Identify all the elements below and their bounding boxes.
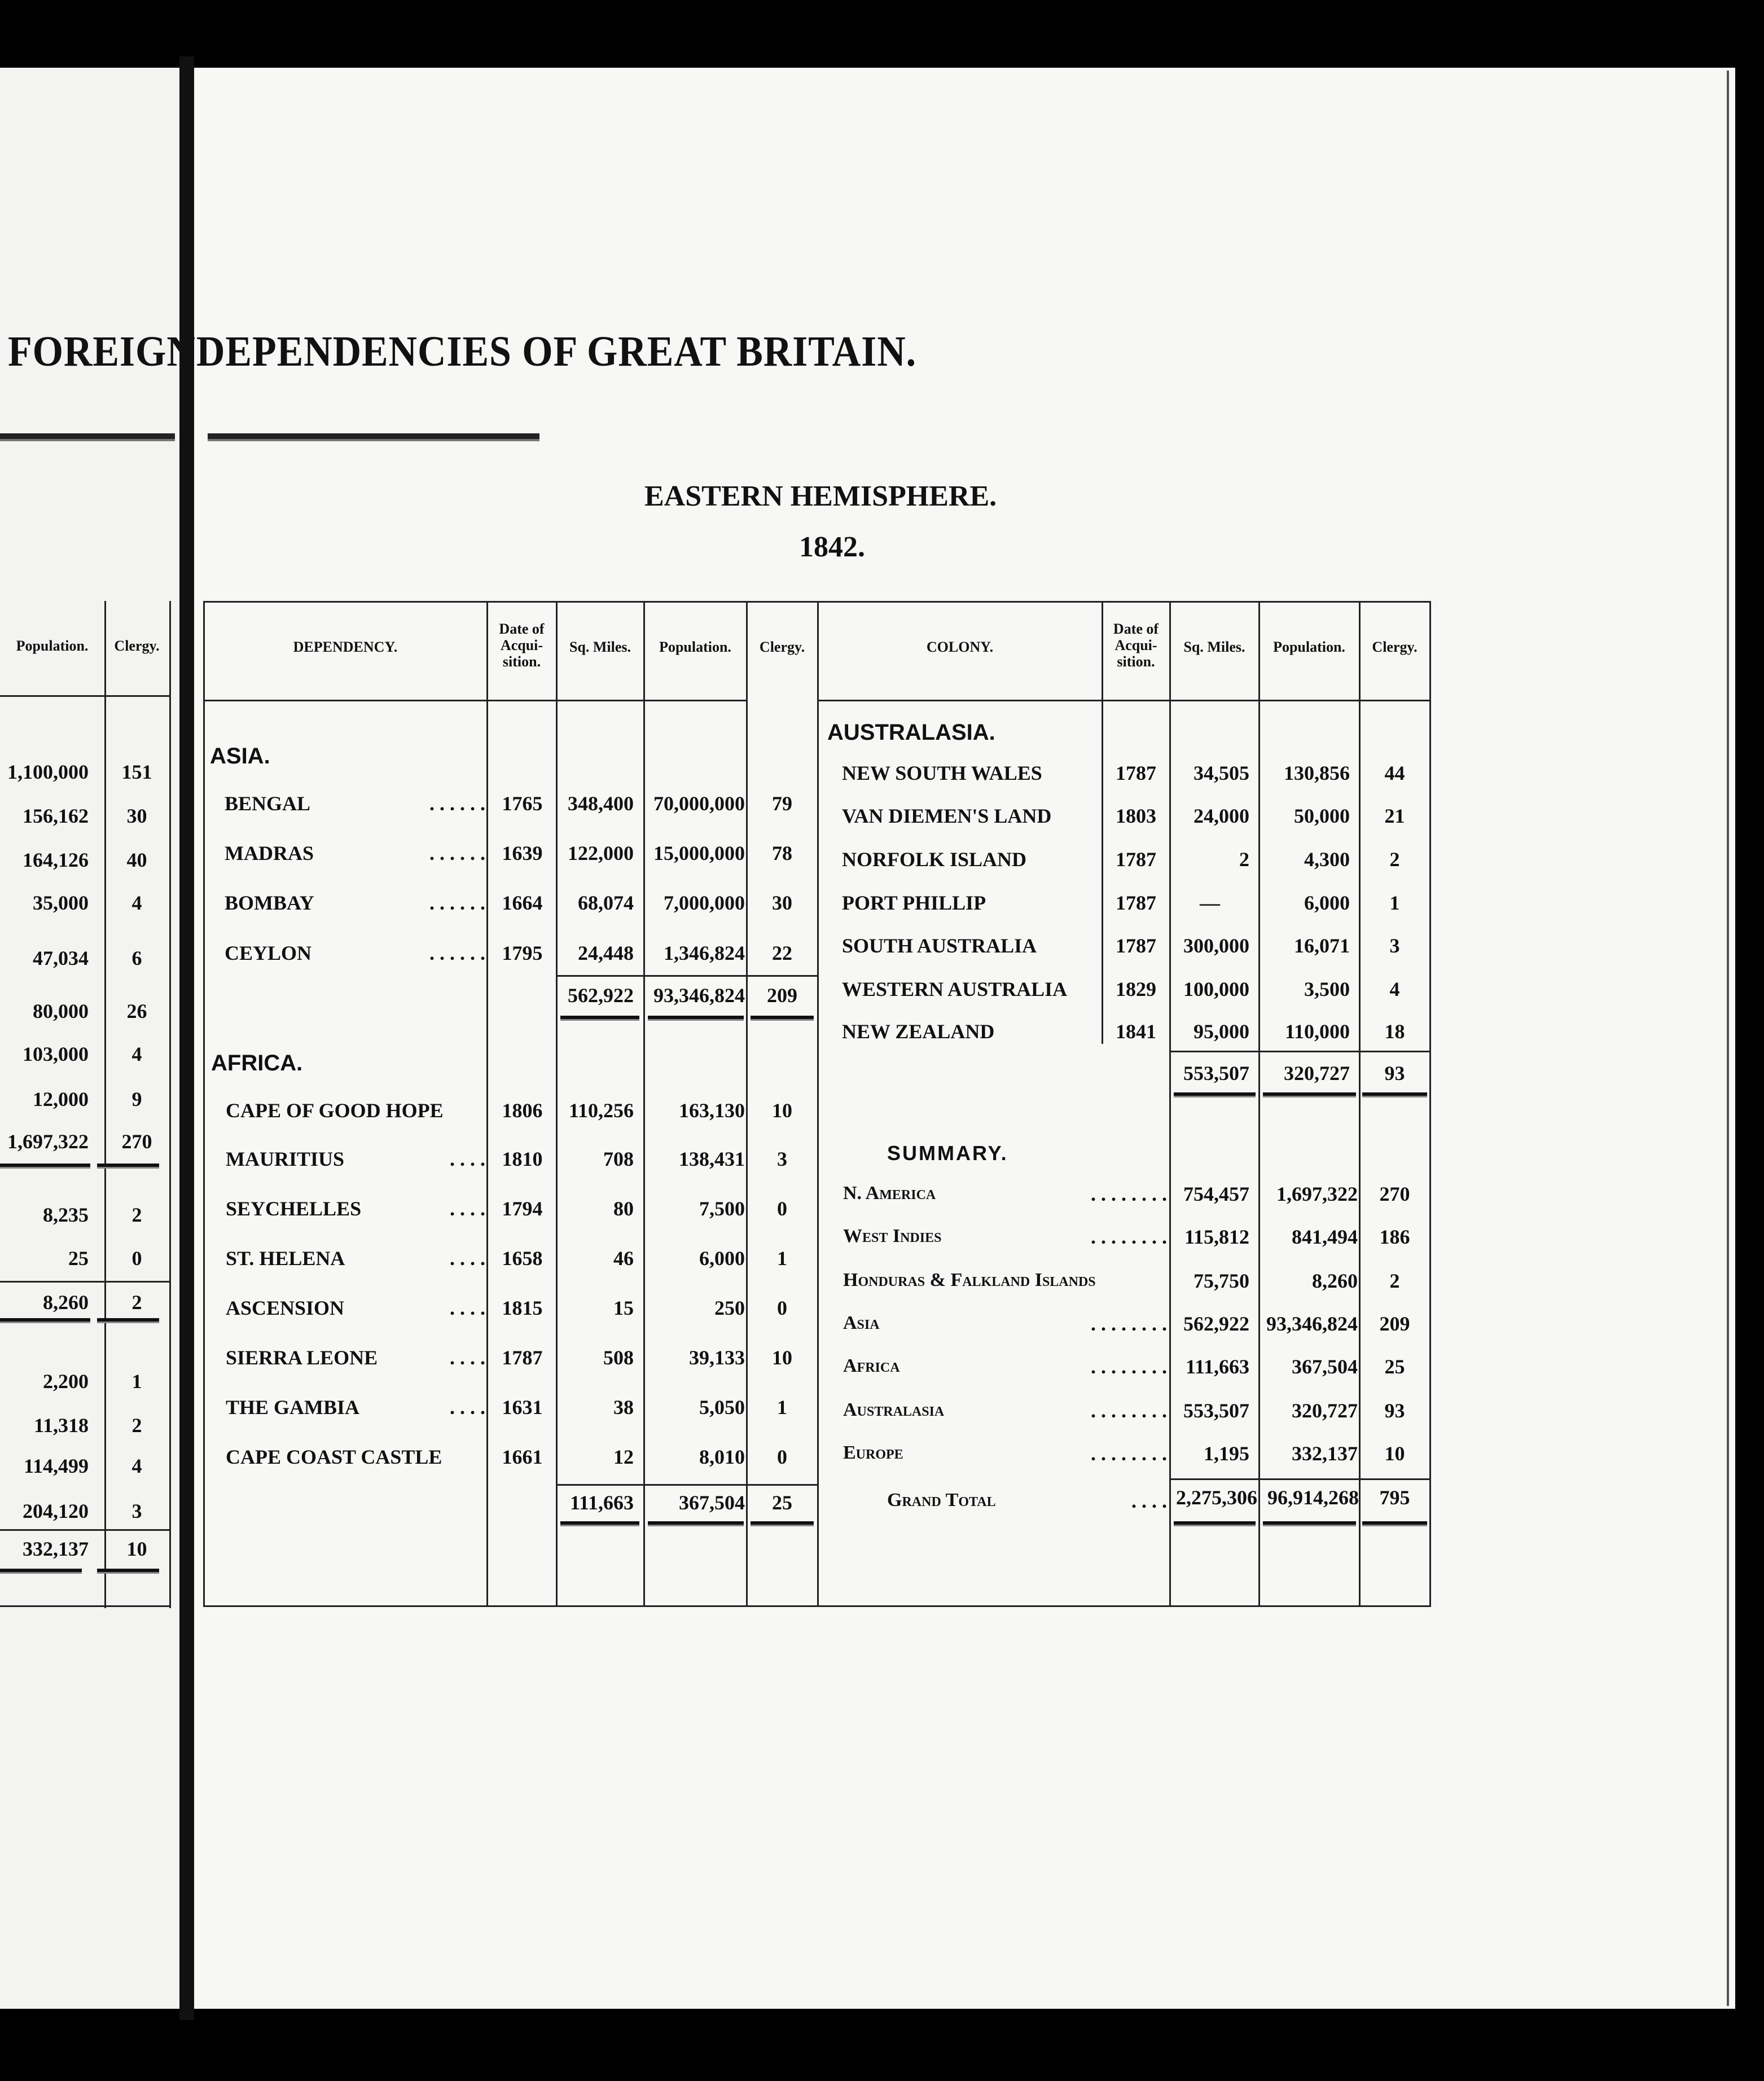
dependency-date: 1815 bbox=[502, 1297, 543, 1319]
australasia-section-label: AUSTRALASIA. bbox=[827, 720, 995, 745]
australasia-total-rule bbox=[1362, 1092, 1427, 1097]
left-population-cell: 1,697,322 bbox=[7, 1130, 89, 1153]
left-clergy-cell: 2 bbox=[131, 1414, 142, 1437]
colony-sqmiles: — bbox=[1200, 892, 1220, 914]
left-clergy-cell: 26 bbox=[126, 1000, 147, 1022]
colony-sqmiles: 95,000 bbox=[1193, 1020, 1249, 1043]
left-population-cell: 8,235 bbox=[43, 1204, 89, 1226]
colony-date: 1787 bbox=[1116, 934, 1156, 957]
left-clergy-cell: 4 bbox=[131, 1043, 142, 1065]
colony-population: 16,071 bbox=[1294, 934, 1350, 957]
colony-date: 1787 bbox=[1116, 892, 1156, 914]
header-col-date-3: sition. bbox=[1117, 653, 1155, 670]
australasia-total-rule bbox=[1263, 1092, 1356, 1097]
asia-total-clergy: 209 bbox=[767, 984, 797, 1007]
colony-name: VAN DIEMEN'S LAND bbox=[842, 805, 1052, 827]
left-population-cell: 156,162 bbox=[23, 805, 89, 827]
leader-dots: . . . . . . bbox=[429, 842, 485, 864]
colony-population: 110,000 bbox=[1284, 1020, 1350, 1043]
colony-clergy: 2 bbox=[1389, 848, 1400, 871]
header-dependency: DEPENDENCY. bbox=[293, 639, 398, 655]
dependency-date: 1810 bbox=[502, 1148, 543, 1170]
dependency-name: CAPE OF GOOD HOPE bbox=[226, 1099, 444, 1122]
summary-sqmiles: 754,457 bbox=[1183, 1183, 1249, 1205]
leader-dots: . . . . . . . . bbox=[1091, 1312, 1167, 1335]
australasia-total-population: 320,727 bbox=[1284, 1062, 1350, 1085]
left-clergy-cell: 151 bbox=[121, 761, 152, 783]
dependency-population: 5,050 bbox=[699, 1396, 745, 1419]
left-population-cell: 12,000 bbox=[33, 1088, 89, 1110]
dependency-name: MADRAS bbox=[225, 842, 314, 864]
grand-total-rule bbox=[1174, 1521, 1256, 1526]
page-title-right: DEPENDENCIES OF GREAT BRITAIN. bbox=[196, 328, 917, 375]
leader-dots: . . . . bbox=[450, 1247, 485, 1270]
colony-name: NEW SOUTH WALES bbox=[842, 762, 1042, 784]
dependency-clergy: 1 bbox=[777, 1247, 787, 1270]
dependency-clergy: 79 bbox=[772, 792, 792, 815]
dependency-population: 8,010 bbox=[699, 1446, 745, 1468]
dependency-name: SIERRA LEONE bbox=[226, 1346, 378, 1369]
dependency-date: 1661 bbox=[502, 1446, 543, 1468]
left-population-cell: 204,120 bbox=[23, 1500, 89, 1522]
summary-name: N. America bbox=[843, 1183, 936, 1204]
dependency-clergy: 0 bbox=[777, 1297, 787, 1319]
dependency-sqmiles: 348,400 bbox=[568, 792, 634, 815]
left-total-rule bbox=[97, 1569, 159, 1574]
left-clergy-cell: 10 bbox=[126, 1538, 147, 1560]
summary-sqmiles: 115,812 bbox=[1184, 1226, 1249, 1248]
dependency-clergy: 10 bbox=[772, 1099, 792, 1122]
grand-total-rule bbox=[1263, 1521, 1356, 1526]
summary-clergy: 209 bbox=[1379, 1312, 1410, 1335]
section-title: EASTERN HEMISPHERE. bbox=[644, 480, 997, 512]
left-population-cell: 2,200 bbox=[43, 1370, 89, 1393]
colony-population: 6,000 bbox=[1304, 892, 1350, 914]
summary-sqmiles: 1,195 bbox=[1204, 1442, 1249, 1465]
header-dep-date-2: Acqui- bbox=[500, 637, 543, 653]
colony-date: 1787 bbox=[1116, 848, 1156, 871]
dependency-name: CEYLON bbox=[225, 942, 312, 964]
colony-date: 1787 bbox=[1116, 762, 1156, 784]
dependency-sqmiles: 68,074 bbox=[578, 892, 634, 914]
left-total-rule bbox=[97, 1164, 159, 1169]
leader-dots: . . . . bbox=[450, 1396, 485, 1419]
africa-section-label: AFRICA. bbox=[211, 1051, 303, 1075]
dependency-date: 1806 bbox=[502, 1099, 543, 1122]
dependency-clergy: 22 bbox=[772, 942, 792, 964]
australasia-total-clergy: 93 bbox=[1384, 1062, 1405, 1085]
asia-total-rule bbox=[560, 1016, 639, 1021]
dependency-clergy: 0 bbox=[777, 1446, 787, 1468]
dependency-clergy: 78 bbox=[772, 842, 792, 864]
dependency-date: 1795 bbox=[502, 942, 543, 964]
africa-subtotal-rule bbox=[557, 1484, 817, 1486]
colony-sqmiles: 34,505 bbox=[1193, 762, 1249, 784]
left-total-rule bbox=[0, 1318, 90, 1323]
left-total-rule bbox=[0, 1569, 82, 1574]
summary-name: Asia bbox=[843, 1312, 880, 1333]
left-population-cell: 80,000 bbox=[33, 1000, 89, 1022]
colony-clergy: 3 bbox=[1389, 934, 1400, 957]
dependency-population: 250 bbox=[714, 1297, 745, 1319]
left-clergy-cell: 9 bbox=[131, 1088, 142, 1110]
header-col-sqmiles: Sq. Miles. bbox=[1183, 639, 1245, 655]
asia-total-population: 93,346,824 bbox=[653, 984, 745, 1007]
left-population-cell: 25 bbox=[68, 1247, 89, 1270]
left-divider bbox=[0, 1529, 169, 1531]
colony-clergy: 44 bbox=[1384, 762, 1405, 784]
grand-total-rule bbox=[1362, 1521, 1427, 1526]
summary-name: Africa bbox=[843, 1355, 900, 1376]
left-divider bbox=[0, 1281, 169, 1283]
dependency-sqmiles: 38 bbox=[613, 1396, 634, 1419]
header-dep-sqmiles: Sq. Miles. bbox=[569, 639, 631, 655]
left-clergy-cell: 2 bbox=[131, 1204, 142, 1226]
left-total-rule bbox=[97, 1318, 159, 1323]
dependency-sqmiles: 80 bbox=[613, 1197, 634, 1220]
colony-name: WESTERN AUSTRALIA bbox=[842, 978, 1068, 1000]
colony-population: 3,500 bbox=[1304, 978, 1350, 1000]
left-total-rule bbox=[0, 1164, 90, 1169]
left-clergy-cell: 0 bbox=[131, 1247, 142, 1270]
colony-name: SOUTH AUSTRALIA bbox=[842, 934, 1037, 957]
left-header-population: Population. bbox=[16, 638, 89, 654]
summary-name: Australasia bbox=[843, 1399, 945, 1420]
africa-total-population: 367,504 bbox=[679, 1491, 745, 1514]
dependency-population: 15,000,000 bbox=[653, 842, 745, 864]
leader-dots: . . . . bbox=[450, 1346, 485, 1369]
africa-total-rule bbox=[648, 1521, 744, 1526]
australasia-subtotal-rule bbox=[1170, 1051, 1430, 1052]
page-edge-line bbox=[1727, 71, 1729, 2006]
summary-population: 332,137 bbox=[1292, 1442, 1358, 1465]
summary-clergy: 93 bbox=[1384, 1399, 1405, 1422]
dependency-date: 1631 bbox=[502, 1396, 543, 1419]
colony-clergy: 1 bbox=[1389, 892, 1400, 914]
dependency-sqmiles: 12 bbox=[613, 1446, 634, 1468]
summary-clergy: 25 bbox=[1384, 1355, 1405, 1378]
summary-name: West Indies bbox=[843, 1226, 942, 1246]
summary-section-label: SUMMARY. bbox=[887, 1142, 1008, 1165]
left-clergy-cell: 1 bbox=[131, 1370, 142, 1393]
leader-dots: . . . . . . . . bbox=[1091, 1399, 1167, 1422]
dependency-sqmiles: 122,000 bbox=[568, 842, 634, 864]
africa-total-rule bbox=[751, 1521, 814, 1526]
summary-subtotal-rule bbox=[1170, 1478, 1430, 1480]
dependency-date: 1765 bbox=[502, 792, 543, 815]
australasia-total-sqmiles: 553,507 bbox=[1183, 1062, 1249, 1085]
left-population-cell: 1,100,000 bbox=[7, 761, 89, 783]
summary-population: 320,727 bbox=[1292, 1399, 1358, 1422]
dependency-name: SEYCHELLES bbox=[226, 1197, 362, 1220]
africa-total-rule bbox=[560, 1521, 639, 1526]
dependency-sqmiles: 508 bbox=[603, 1346, 634, 1369]
dependency-sqmiles: 15 bbox=[613, 1297, 634, 1319]
dependency-date: 1639 bbox=[502, 842, 543, 864]
dependency-clergy: 0 bbox=[777, 1197, 787, 1220]
dependency-population: 163,130 bbox=[679, 1099, 745, 1122]
header-colony: COLONY. bbox=[926, 639, 994, 655]
dependency-name: CAPE COAST CASTLE bbox=[226, 1446, 442, 1468]
dependency-population: 1,346,824 bbox=[664, 942, 745, 964]
asia-total-rule bbox=[751, 1016, 814, 1021]
summary-sqmiles: 562,922 bbox=[1183, 1312, 1249, 1335]
australasia-total-rule bbox=[1174, 1092, 1256, 1097]
header-dep-population: Population. bbox=[659, 639, 731, 655]
left-clergy-cell: 2 bbox=[131, 1291, 142, 1314]
summary-population: 8,260 bbox=[1312, 1270, 1358, 1292]
dependency-population: 138,431 bbox=[679, 1148, 745, 1170]
left-population-cell: 35,000 bbox=[33, 892, 89, 914]
leader-dots: . . . . . . . . bbox=[1091, 1355, 1167, 1378]
dependency-name: BOMBAY bbox=[225, 892, 314, 914]
africa-total-sqmiles: 111,663 bbox=[569, 1491, 634, 1514]
left-clergy-cell: 6 bbox=[131, 947, 142, 969]
colony-population: 50,000 bbox=[1294, 805, 1350, 827]
colony-date: 1841 bbox=[1116, 1020, 1156, 1043]
left-header-clergy: Clergy. bbox=[114, 638, 160, 654]
summary-name: Honduras & Falkland Islands bbox=[843, 1270, 1096, 1290]
dependency-name: MAURITIUS bbox=[226, 1148, 345, 1170]
year-label: 1842. bbox=[799, 531, 865, 563]
colony-clergy: 18 bbox=[1384, 1020, 1405, 1043]
dependency-date: 1794 bbox=[502, 1197, 543, 1220]
colony-sqmiles: 2 bbox=[1239, 848, 1249, 871]
asia-subtotal-rule bbox=[557, 975, 817, 977]
leader-dots: . . . . . . . . bbox=[1091, 1442, 1167, 1465]
left-clergy-cell: 270 bbox=[121, 1130, 152, 1153]
summary-sqmiles: 75,750 bbox=[1193, 1270, 1249, 1292]
colony-date: 1803 bbox=[1116, 805, 1156, 827]
leader-dots: . . . . bbox=[450, 1148, 485, 1170]
summary-population: 841,494 bbox=[1292, 1226, 1358, 1248]
left-population-cell: 114,499 bbox=[23, 1455, 89, 1477]
leader-dots: . . . . . . . . bbox=[1091, 1226, 1167, 1248]
dependency-population: 70,000,000 bbox=[653, 792, 745, 815]
dependency-clergy: 1 bbox=[777, 1396, 787, 1419]
header-col-date-1: Date of bbox=[1113, 621, 1159, 637]
leader-dots: . . . . . . . . bbox=[1091, 1183, 1167, 1205]
header-col-clergy: Clergy. bbox=[1372, 639, 1418, 655]
grand-total-sqmiles: 2,275,306 bbox=[1176, 1486, 1257, 1509]
asia-total-rule bbox=[648, 1016, 744, 1021]
summary-name: Europe bbox=[843, 1442, 903, 1463]
leader-dots: . . . . bbox=[1131, 1490, 1167, 1512]
colony-sqmiles: 300,000 bbox=[1183, 934, 1249, 957]
dependency-date: 1787 bbox=[502, 1346, 543, 1369]
colony-sqmiles: 100,000 bbox=[1183, 978, 1249, 1000]
colony-name: NEW ZEALAND bbox=[842, 1020, 995, 1043]
leader-dots: . . . . . . bbox=[429, 942, 485, 964]
title-rule-right bbox=[208, 433, 539, 441]
asia-total-sqmiles: 562,922 bbox=[568, 984, 634, 1007]
grand-total-label: Grand Total bbox=[887, 1490, 996, 1511]
left-population-cell: 332,137 bbox=[23, 1538, 89, 1560]
grand-total-population: 96,914,268 bbox=[1267, 1486, 1359, 1509]
left-population-cell: 8,260 bbox=[43, 1291, 89, 1314]
left-population-cell: 47,034 bbox=[33, 947, 89, 969]
page-title-left: FOREIGN bbox=[8, 328, 196, 375]
header-dep-date-1: Date of bbox=[499, 621, 545, 637]
dependency-sqmiles: 708 bbox=[603, 1148, 634, 1170]
header-dep-clergy: Clergy. bbox=[759, 639, 805, 655]
colony-name: PORT PHILLIP bbox=[842, 892, 986, 914]
summary-clergy: 270 bbox=[1379, 1183, 1410, 1205]
dependency-name: ST. HELENA bbox=[226, 1247, 345, 1270]
summary-clergy: 10 bbox=[1384, 1442, 1405, 1465]
left-population-cell: 103,000 bbox=[23, 1043, 89, 1065]
dependency-name: THE GAMBIA bbox=[226, 1396, 360, 1419]
dependency-name: ASCENSION bbox=[226, 1297, 345, 1319]
left-clergy-cell: 40 bbox=[126, 849, 147, 871]
summary-population: 93,346,824 bbox=[1266, 1312, 1358, 1335]
dependency-clergy: 30 bbox=[772, 892, 792, 914]
colony-clergy: 4 bbox=[1389, 978, 1400, 1000]
leader-dots: . . . . bbox=[450, 1197, 485, 1220]
dependency-clergy: 10 bbox=[772, 1346, 792, 1369]
dependency-population: 7,500 bbox=[699, 1197, 745, 1220]
grand-total-clergy: 795 bbox=[1379, 1486, 1410, 1509]
dependency-population: 39,133 bbox=[689, 1346, 745, 1369]
leader-dots: . . . . . . bbox=[429, 792, 485, 815]
left-population-cell: 11,318 bbox=[33, 1414, 89, 1437]
title-rule-left bbox=[0, 433, 175, 441]
dependency-name: BENGAL bbox=[225, 792, 311, 815]
colony-clergy: 21 bbox=[1384, 805, 1405, 827]
colony-population: 4,300 bbox=[1304, 848, 1350, 871]
dependency-date: 1658 bbox=[502, 1247, 543, 1270]
asia-section-label: ASIA. bbox=[210, 744, 270, 769]
left-clergy-cell: 4 bbox=[131, 1455, 142, 1477]
colony-name: NORFOLK ISLAND bbox=[842, 848, 1027, 871]
summary-population: 367,504 bbox=[1292, 1355, 1358, 1378]
summary-population: 1,697,322 bbox=[1276, 1183, 1358, 1205]
colony-date: 1829 bbox=[1116, 978, 1156, 1000]
leader-dots: . . . . . . bbox=[429, 892, 485, 914]
summary-sqmiles: 553,507 bbox=[1183, 1399, 1249, 1422]
left-clergy-cell: 4 bbox=[131, 892, 142, 914]
leader-dots: . . . . bbox=[450, 1297, 485, 1319]
summary-sqmiles: 111,663 bbox=[1185, 1355, 1249, 1378]
dependency-sqmiles: 24,448 bbox=[578, 942, 634, 964]
dependency-date: 1664 bbox=[502, 892, 543, 914]
left-clergy-cell: 3 bbox=[131, 1500, 142, 1522]
dependency-population: 7,000,000 bbox=[664, 892, 745, 914]
dependency-sqmiles: 110,256 bbox=[568, 1099, 634, 1122]
left-population-cell: 164,126 bbox=[23, 849, 89, 871]
header-dep-date-3: sition. bbox=[502, 653, 541, 670]
colony-sqmiles: 24,000 bbox=[1193, 805, 1249, 827]
africa-total-clergy: 25 bbox=[772, 1491, 792, 1514]
summary-clergy: 186 bbox=[1379, 1226, 1410, 1248]
dependency-population: 6,000 bbox=[699, 1247, 745, 1270]
summary-clergy: 2 bbox=[1389, 1270, 1400, 1292]
colony-population: 130,856 bbox=[1284, 762, 1350, 784]
left-clergy-cell: 30 bbox=[126, 805, 147, 827]
header-col-date-2: Acqui- bbox=[1114, 637, 1157, 653]
dependency-clergy: 3 bbox=[777, 1148, 787, 1170]
header-col-population: Population. bbox=[1273, 639, 1345, 655]
dependency-sqmiles: 46 bbox=[613, 1247, 634, 1270]
